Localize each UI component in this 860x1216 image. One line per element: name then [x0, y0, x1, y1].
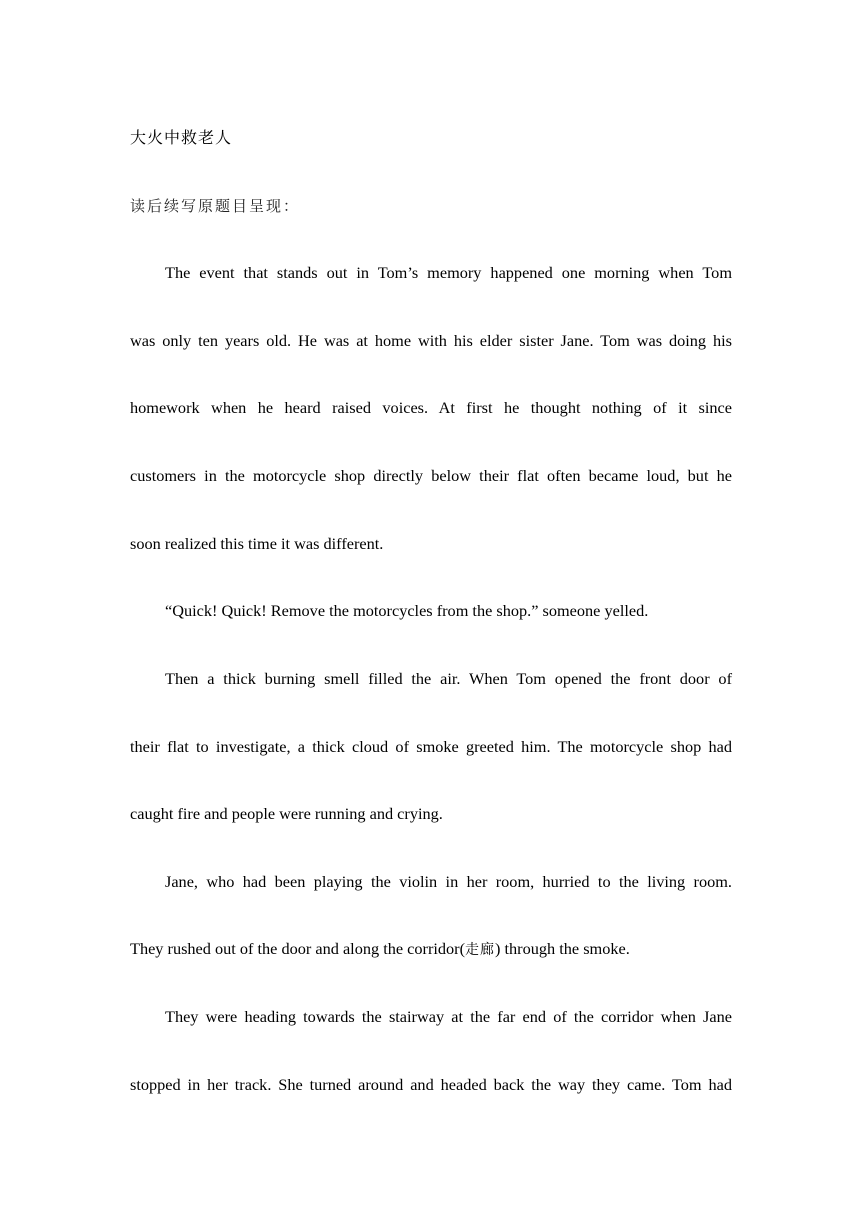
document-title: 大火中救老人: [130, 128, 233, 147]
paragraph-line: homework when he heard raised voices. At first he thought nothing of it since: [130, 398, 732, 417]
paragraph-line: Jane, who had been playing the violin in her room, hurried to the living room.: [165, 872, 732, 891]
document-subtitle: 读后续写原题目呈现：: [130, 197, 301, 215]
paragraph-line: Then a thick burning smell filled the air. When Tom opened the front door of: [165, 669, 732, 688]
corridor-text-start: They rushed out of the door and along the corridor(: [130, 939, 466, 958]
corridor-gloss: 走廊: [465, 942, 496, 958]
paragraph-line: They were heading towards the stairway at the far end of the corridor when Jane: [165, 1007, 732, 1026]
paragraph-line-corridor: [130, 935, 732, 964]
paragraph-line: their flat to investigate, a thick cloud of smoke greeted him. The motorcycle shop had: [130, 737, 732, 756]
paragraph-line: soon realized this time it was different.: [130, 534, 384, 553]
paragraph-line: was only ten years old. He was at home with his elder sister Jane. Tom was doing his: [130, 331, 732, 350]
paragraph-line: stopped in her track. She turned around and headed back the way they came. Tom had: [130, 1075, 732, 1094]
paragraph-line: The event that stands out in Tom’s memory happened one morning when Tom: [165, 263, 732, 282]
corridor-text-end: ) through the smoke.: [495, 939, 630, 958]
paragraph-line: caught fire and people were running and crying.: [130, 804, 443, 823]
paragraph-line: customers in the motorcycle shop directly below their flat often became loud, but he: [130, 466, 732, 485]
paragraph-line: “Quick! Quick! Remove the motorcycles from the shop.” someone yelled.: [165, 601, 649, 620]
